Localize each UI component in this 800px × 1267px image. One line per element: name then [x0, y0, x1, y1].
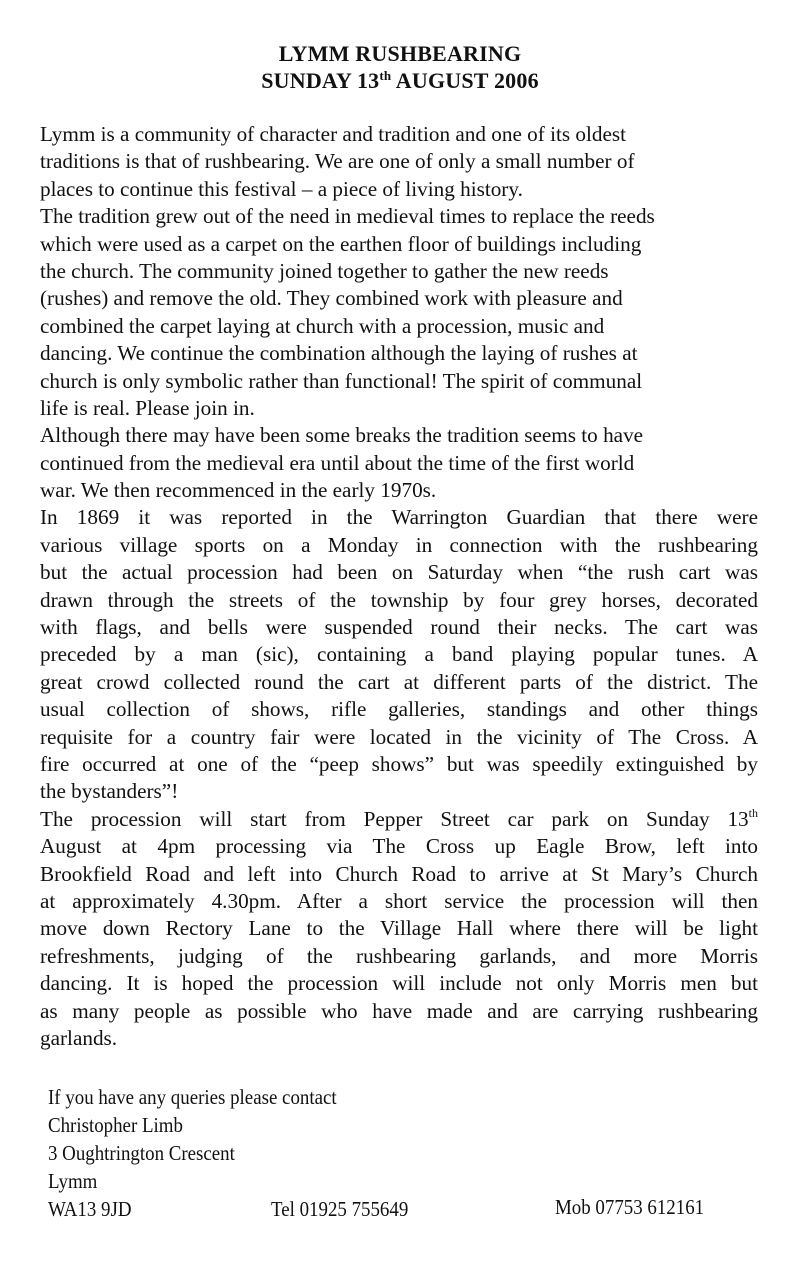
body-line	[40, 285, 758, 312]
body-line-text: In 1869 it was reported in the Warrington Guardian that there were	[40, 505, 758, 530]
body-line	[40, 148, 758, 175]
body-line-text: The procession will start from Pepper Street car park on Sunday 13	[40, 806, 749, 831]
body-line	[40, 450, 758, 477]
body-line-text: refreshments, judging of the rushbearing garlands, and more Morris	[40, 943, 758, 968]
body-line	[40, 395, 758, 422]
contact-name: Christopher Limb	[48, 1113, 183, 1137]
ordinal-suffix: th	[748, 805, 758, 820]
body-line	[40, 368, 758, 395]
body-line	[40, 532, 758, 559]
body-line	[40, 587, 758, 614]
body-line	[40, 833, 758, 860]
body-line	[40, 915, 758, 942]
body-line	[40, 861, 758, 888]
body-line-text: preceded by a man (sic), containing a band playing popular tunes. A	[40, 642, 758, 667]
body-line	[40, 176, 758, 203]
body-line-text: at approximately 4.30pm. After a short service the procession will then	[40, 888, 758, 913]
document-subtitle-date	[0, 68, 800, 97]
body-line-text: requisite for a country fair were located in the vicinity of The Cross. A	[40, 724, 758, 749]
body-line	[40, 724, 758, 751]
body-line-text: move down Rectory Lane to the Village Hall where there will be light	[40, 916, 758, 941]
body-line-text: but the actual procession had been on Saturday when “the rush cart was	[40, 560, 758, 585]
body-line-text: the bystanders”!	[40, 779, 179, 804]
body-line-text: Lymm is a community of character and tradition and one of its oldest	[40, 122, 627, 146]
document-title	[0, 41, 800, 67]
contact-mobile: Mob 07753 612161	[555, 1195, 705, 1219]
body-line-text: with flags, and bells were suspended round their necks. The cart was	[40, 615, 758, 640]
body-line-text: places to continue this festival – a piece of living history.	[40, 176, 523, 201]
body-line-text: church is only symbolic rather than functional! The spirit of communal	[40, 368, 643, 393]
body-line-text: great crowd collected round the cart at different parts of the district. The	[40, 669, 758, 694]
contact-intro: If you have any queries please contact	[48, 1085, 337, 1109]
body-line	[40, 203, 758, 230]
title-date-ordinal: th	[379, 68, 392, 83]
body-line-text: continued from the medieval era until about the time of the first world	[40, 450, 635, 475]
contact-postcode: WA13 9JD	[48, 1197, 132, 1221]
body-line	[40, 340, 758, 367]
contact-address-line-1: 3 Oughtrington Crescent	[48, 1141, 235, 1165]
title-line-1: LYMM RUSHBEARING	[278, 41, 522, 66]
body-line-text: Although there may have been some breaks the tradition seems to have	[40, 423, 644, 448]
body-line	[40, 1025, 758, 1052]
body-line	[40, 231, 758, 258]
body-line	[40, 477, 758, 504]
body-line	[40, 806, 758, 833]
body-line-text: dancing. We continue the combination although the laying of rushes at	[40, 341, 638, 366]
body-line-text: various village sports on a Monday in connection with the rushbearing	[40, 532, 758, 557]
body-line-text: drawn through the streets of the township by four grey horses, decorated	[40, 587, 758, 612]
body-line	[40, 422, 758, 449]
body-line	[40, 778, 758, 805]
contact-address-line-2: Lymm	[48, 1169, 98, 1193]
body-line	[40, 998, 758, 1025]
body-line	[40, 751, 758, 778]
body-line-text: the church. The community joined together to gather the new reeds	[40, 258, 609, 283]
title-date-suffix: AUGUST 2006	[391, 68, 539, 93]
body-line-text: war. We then recommenced in the early 1970s.	[40, 478, 437, 503]
body-line-text: August at 4pm processing via The Cross up Eagle Brow, left into	[40, 834, 758, 859]
body-line	[40, 641, 758, 668]
body-line-text: which were used as a carpet on the earthen floor of buildings including	[40, 231, 642, 256]
body-line	[40, 313, 758, 340]
body-line	[40, 614, 758, 641]
title-date-prefix: SUNDAY 13	[261, 68, 380, 93]
body-line-text: traditions is that of rushbearing. We are one of only a small number of	[40, 149, 635, 174]
body-line	[40, 121, 758, 148]
body-line-text: life is real. Please join in.	[40, 395, 255, 420]
contact-telephone: Tel 01925 755649	[271, 1197, 409, 1221]
body-line	[40, 258, 758, 285]
body-line-text: dancing. It is hoped the procession will include not only Morris men but	[40, 971, 758, 996]
body-line-text: Brookfield Road and left into Church Road to arrive at St Mary’s Church	[40, 861, 758, 886]
body-line-text: The tradition grew out of the need in medieval times to replace the reeds	[40, 204, 655, 229]
body-line	[40, 943, 758, 970]
body-line-text: as many people as possible who have made and are carrying rushbearing	[40, 998, 758, 1023]
body-line-text: (rushes) and remove the old. They combined work with pleasure and	[40, 286, 623, 311]
body-line	[40, 696, 758, 723]
body-line	[40, 559, 758, 586]
body-line	[40, 504, 758, 531]
body-line	[40, 669, 758, 696]
body-line-text: garlands.	[40, 1025, 118, 1050]
body-line-text: fire occurred at one of the “peep shows” but was speedily extinguished by	[40, 751, 758, 776]
body-text	[40, 121, 758, 1052]
body-line	[40, 970, 758, 997]
body-line	[40, 888, 758, 915]
body-line-text: combined the carpet laying at church with a procession, music and	[40, 313, 605, 338]
body-line-text: usual collection of shows, rifle galleries, standings and other things	[40, 697, 758, 722]
